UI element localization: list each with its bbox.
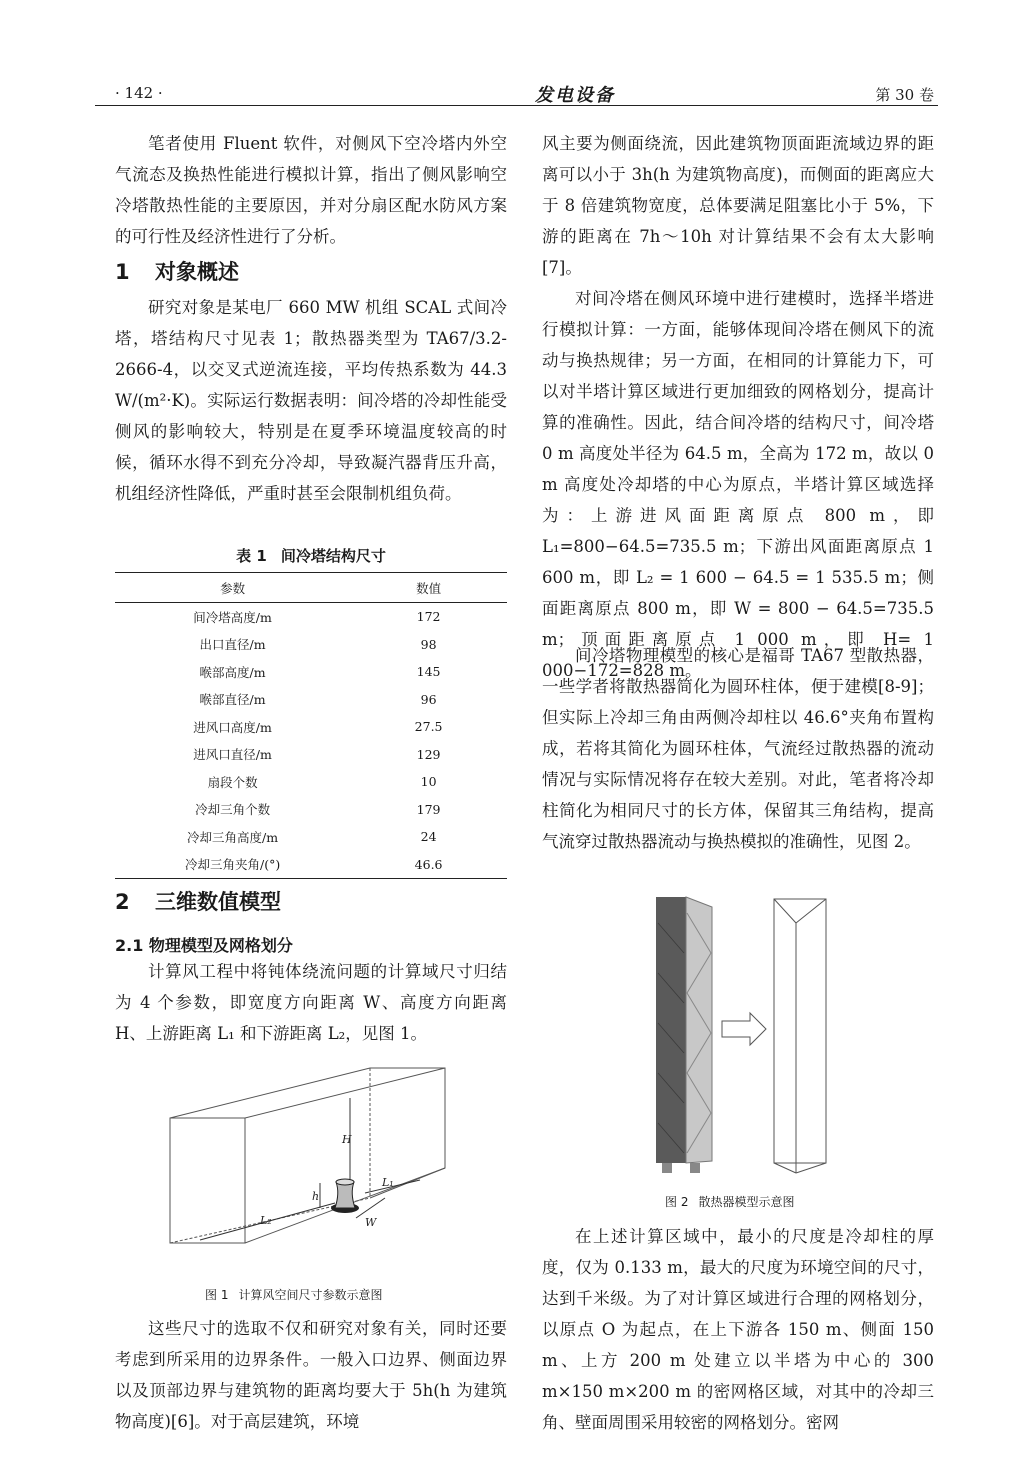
radiator-detailed-icon [656, 897, 712, 1173]
table-cell-param: 冷却三角夹角/(°) [115, 851, 350, 879]
section-2-1-heading: 2.1 物理模型及网格划分 [115, 936, 293, 955]
label-L1: L₁ [382, 1176, 394, 1189]
section-1-paragraph: 研究对象是某电厂 660 MW 机组 SCAL 式间冷塔，塔结构尺寸见表 1；散热器类型为 TA67/3.2-2666-4，以交叉式逆流连接，平均传热系数为 44.3 W/(m²·K)。实际运行数据表明：间冷塔的冷却性能受侧风的影响较大，特别是在夏季环境温度较高的时候，循环水得不到充分冷却，导致凝汽器背压升高，机组经济性降低，严重时甚至会限制机组负荷。 [115, 298, 507, 503]
label-W: W [365, 1216, 377, 1229]
table-row [115, 686, 507, 714]
table-row [115, 631, 507, 659]
figure-1-domain-diagram [160, 1058, 460, 1263]
table-row [115, 603, 507, 631]
table-row [115, 823, 507, 851]
table-cell-value: 145 [416, 664, 441, 680]
section-2-1-paragraph: 计算风工程中将钝体绕流问题的计算域尺寸归结为 4 个参数，即宽度方向距离 W、高度方向距离 H、上游距离 L₁ 和下游距离 L₂，见图 1。 [115, 962, 507, 1043]
section-2-heading [115, 886, 281, 916]
table-1-number: 表 1 [236, 547, 267, 565]
table-cell-param: 喉部高度/m [199, 664, 266, 680]
table-cell-value: 46.6 [350, 851, 507, 879]
figure-1-number: 图 1 [205, 1288, 229, 1302]
table-cell-value: 179 [416, 801, 441, 817]
table-header-row [115, 573, 507, 603]
section-2-1-paragraph-2: 这些尺寸的选取不仅和研究对象有关，同时还要考虑到所采用的边界条件。一般入口边界、侧面边界以及顶部边界与建筑物的距离均要大于 5h(h 为建筑物高度)[6]。对于高层建筑，环境 [115, 1319, 507, 1431]
table-cell-param: 出口直径/m [199, 637, 266, 653]
table-row [115, 851, 507, 879]
table-cell-value: 27.5 [414, 719, 443, 735]
cooling-tower-icon [331, 1179, 359, 1213]
header-rule [95, 105, 938, 106]
table-cell-value: 10 [420, 774, 437, 790]
figure-2-caption [665, 1193, 794, 1210]
table-row [115, 658, 507, 686]
figure-2-radiator-diagram [650, 893, 850, 1183]
volume-number: 第 30 卷 [875, 86, 934, 104]
table-cell-value: 96 [420, 691, 437, 707]
table-row [115, 796, 507, 824]
running-header [95, 78, 938, 106]
figure-2-text: 散热器模型示意图 [698, 1195, 795, 1209]
table-row [115, 741, 507, 769]
table-cell-param: 喉部直径/m [199, 692, 266, 708]
radiator-simplified-icon [774, 899, 826, 1173]
right-paragraph-3: 间冷塔物理模型的核心是福哥 TA67 型散热器，一些学者将散热器简化为圆环柱体，便于建模[8-9]；但实际上冷却三角由两侧冷却柱以 46.6°夹角布置构成，若将其简化为圆环柱体，气流经过散热器的流动情况与实际情况将存在较大差别。对此，笔者将冷却柱简化为相同尺寸的长方体，保留其三角结构，提高气流穿过散热器流动与换热模拟的准确性，见图 2。 [542, 646, 934, 851]
right-paragraph-2: 对间冷塔在侧风环境中进行建模时，选择半塔进行模拟计算：一方面，能够体现间冷塔在侧风下的流动与换热规律；另一方面，在相同的计算能力下，可以对半塔计算区域进行更加细致的网格划分，提高计算的准确性。因此，结合间冷塔的结构尺寸，间冷塔 0 m 高度处半径为 64.5 m，全高为 172 m，故以 0 m 高度处冷却塔的中心为原点，半塔计算区域选择为：上游进风面距离原点 800 m，即L₁=800−64.5=735.5 m；下游出风面距离原点 1 600 m，即 L₂ = 1 600 − 64.5 = 1 535.5 m；侧面距离原点 800 m，即 W = 800 − 64.5=735.5 m；顶面距离原点 1 000 m，即 H= 1 000−172=828 m。 [542, 289, 934, 680]
table-cell-param: 扇段个数 [207, 774, 258, 790]
figure-1-caption [205, 1286, 382, 1303]
label-L2: L₂ [260, 1214, 272, 1227]
intro-paragraph: 笔者使用 Fluent 软件，对侧风下空冷塔内外空气流态及换热性能进行模拟计算，指出了侧风影响空冷塔散热性能的主要原因，并对分扇区配水防风方案的可行性及经济性进行了分析。 [115, 134, 507, 246]
domain-back-edges [170, 1068, 445, 1198]
section-1-title: 对象概述 [155, 260, 239, 284]
table-1-caption: 间冷塔结构尺寸 [280, 547, 386, 565]
section-1-number: 1 [115, 260, 130, 284]
table-cell-value: 98 [420, 636, 437, 652]
table-cell-param: 进风口直径/m [193, 747, 272, 763]
table-cell-param: 冷却三角个数 [195, 802, 271, 818]
journal-name: 发电设备 [535, 85, 615, 106]
table-1 [115, 572, 507, 879]
table-cell-param: 进风口高度/m [193, 719, 272, 735]
label-H: H [342, 1133, 352, 1146]
right-paragraph-1: 风主要为侧面绕流，因此建筑物顶面距流域边界的距离可以小于 3h(h 为建筑物高度)，而侧面的距离应大于 8 倍建筑物宽度，总体要满足阻塞比小于 5%，下游的距离在 7h～10h 对计算结果不会有太大影响[7]。 [542, 134, 934, 277]
table-cell-value: 129 [416, 746, 441, 762]
figure-2-number: 图 2 [665, 1195, 689, 1209]
section-1-heading [115, 256, 239, 286]
right-paragraph-4: 在上述计算区域中，最小的尺度是冷却柱的厚度，仅为 0.133 m，最大的尺度为环境空间的尺寸，达到千米级。为了对计算区域进行合理的网格划分，以原点 O 为起点，在上下游各 150 m、侧面 150 m、上方 200 m 处建立以半塔为中心的 300 m×150 m×200 m 的密网格区域，对其中的冷却三角、壁面周围采用较密的网格划分。密网 [542, 1227, 934, 1432]
table-row [115, 768, 507, 796]
table-cell-value: 24 [420, 829, 437, 845]
table-cell-param: 间冷塔高度/m [193, 609, 272, 625]
page-number: · 142 · [115, 84, 163, 102]
section-2-title: 三维数值模型 [155, 890, 281, 914]
section-2-number: 2 [115, 890, 130, 914]
table-cell-param: 冷却三角高度/m [187, 829, 279, 845]
table-header-param: 参数 [115, 573, 350, 603]
table-row [115, 713, 507, 741]
domain-front-face [170, 1118, 245, 1243]
label-h: h [312, 1190, 320, 1203]
arrow-right-icon [722, 1013, 766, 1045]
table-1-title [115, 545, 507, 566]
figure-1-text: 计算风空间尺寸参数示意图 [238, 1288, 383, 1302]
table-cell-value: 172 [416, 609, 441, 625]
table-header-value: 数值 [350, 573, 507, 603]
